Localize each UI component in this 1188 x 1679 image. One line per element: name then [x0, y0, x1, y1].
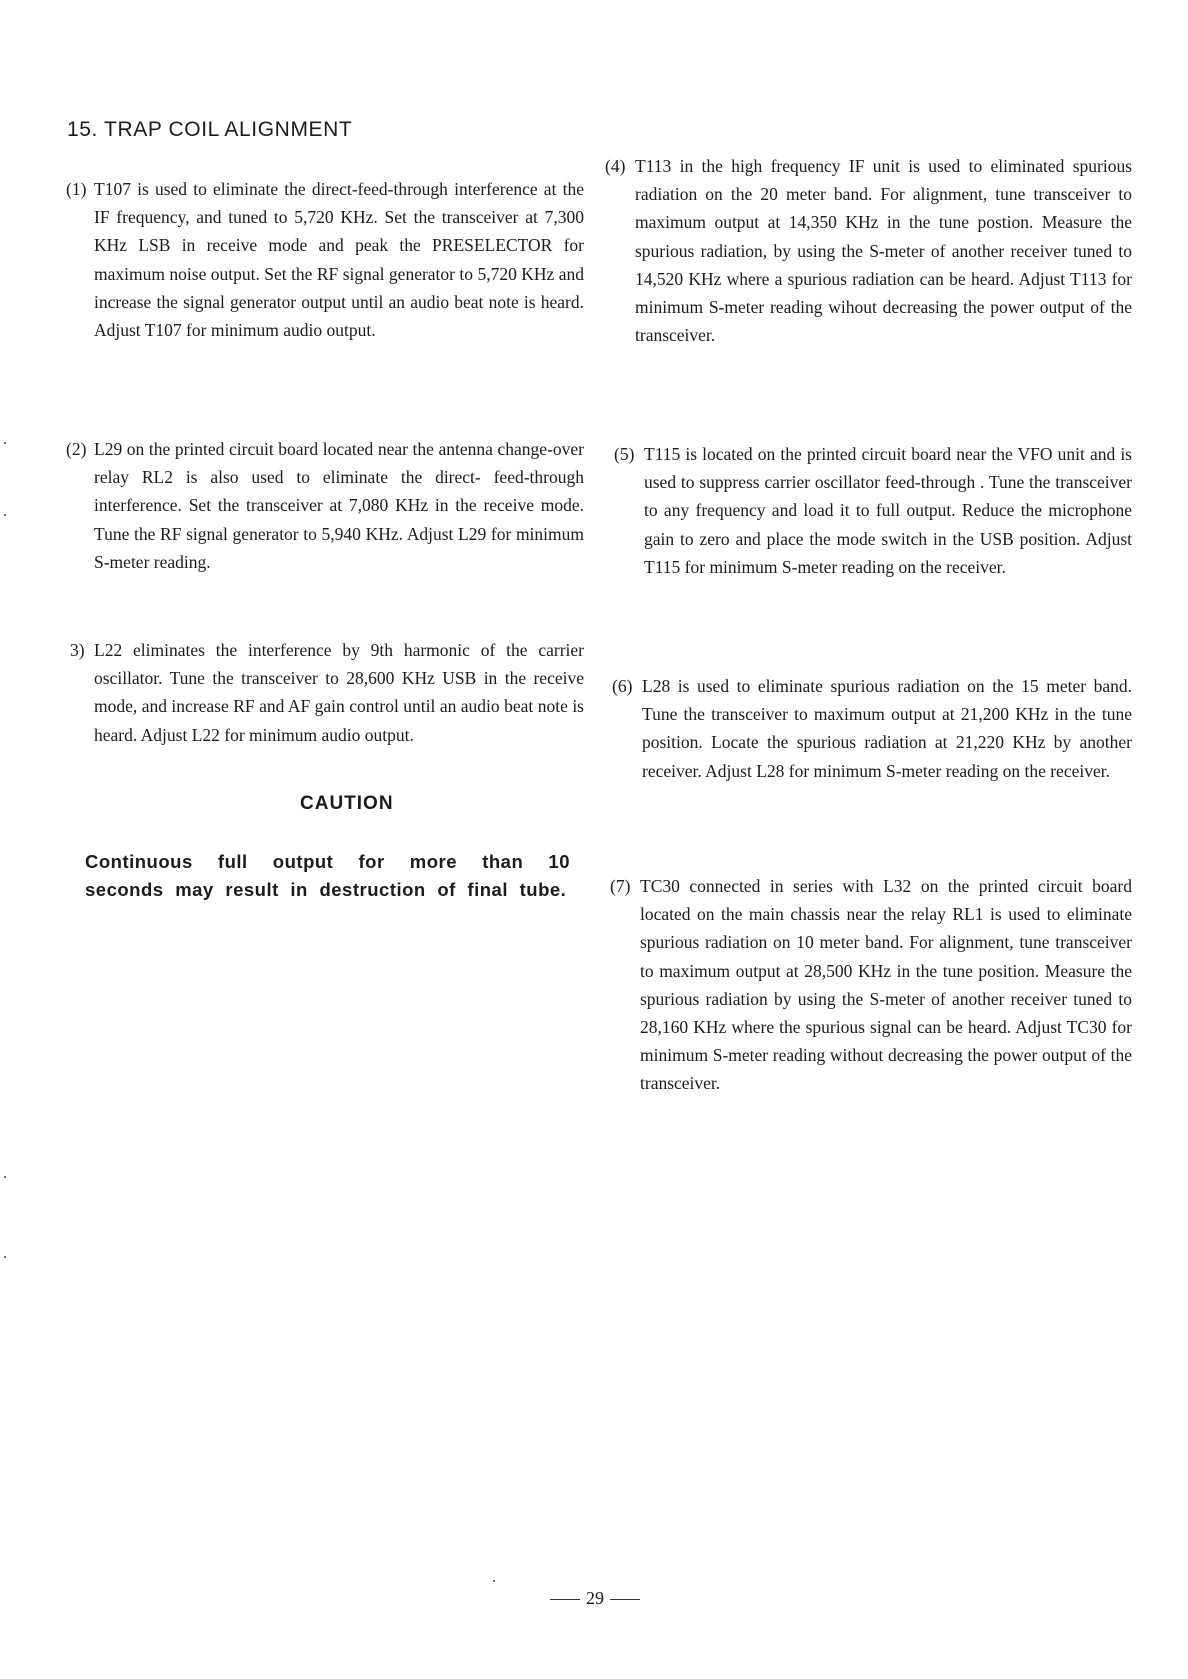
item-number: 3)	[70, 640, 85, 660]
item-number: (6)	[612, 676, 633, 696]
scan-speck	[4, 514, 6, 516]
item-text: T115 is located on the printed circuit board near the VFO unit and is used to suppress carrier oscillator feed-through . Tune the transceiver to any frequency and load it to full output. Reduce the microphone gain to zero and place the mode switch in the USB position. Adjust T115 for minimum S-meter reading on the receiver.	[644, 444, 1132, 577]
item-number: (5)	[614, 444, 635, 464]
scan-speck	[493, 1580, 495, 1582]
scan-speck	[4, 1176, 6, 1178]
item-number: (2)	[66, 439, 87, 459]
item-text: L22 eliminates the interference by 9th harmonic of the carrier oscillator. Tune the transceiver to 28,600 KHz USB in the receive mode, and increase RF and AF gain control until an audio beat note is heard. Adjust L22 for minimum audio output.	[94, 640, 584, 745]
page-number-value: 29	[586, 1588, 604, 1608]
caution-title: CAUTION	[300, 793, 394, 814]
item-text: L29 on the printed circuit board located near the antenna change-over relay RL2 is also used to eliminate the direct- feed-through interference. Set the transceiver at 7,080 KHz in the receive mode. Tune the RF signal generator to 5,940 KHz. Adjust L29 for minimum S-meter reading.	[94, 439, 584, 572]
item-text: T113 in the high frequency IF unit is used to eliminated spurious radiation on the 20 meter band. For alignment, tune transceiver to maximum output at 14,350 KHz in the tune postion. Measure the spurious radiation, by using the S-meter of another receiver tuned to 14,520 KHz where a spurious radiation can be heard. Adjust T113 for minimum S-meter reading wihout decreasing the power output of the transceiver.	[635, 156, 1132, 346]
page-number	[530, 1588, 660, 1609]
list-item	[614, 440, 1132, 581]
list-item	[66, 175, 584, 344]
item-number: (4)	[605, 156, 626, 176]
item-number: (7)	[610, 876, 631, 896]
section-title: 15. TRAP COIL ALIGNMENT	[67, 118, 353, 141]
list-item	[66, 636, 584, 749]
list-item	[612, 672, 1132, 785]
scan-speck	[4, 1256, 6, 1258]
list-item	[66, 435, 584, 576]
caution-text: Continuous full output for more than 10 seconds may result in destruction of final tube.	[85, 851, 570, 900]
item-text: TC30 connected in series with L32 on the printed circuit board located on the main chassis near the relay RL1 is used to eliminate spurious radiation on 10 meter band. For alignment, tune transceiver to maximum output at 28,500 KHz in the tune position. Measure the spurious radiation by using the S-meter of another receiver tuned to 28,160 KHz where the spurious signal can be heard. Adjust TC30 for minimum S-meter reading without decreasing the power output of the transceiver.	[640, 876, 1132, 1094]
page-number-dash-right	[610, 1599, 640, 1600]
list-item	[605, 152, 1132, 349]
page-number-dash-left	[550, 1599, 580, 1600]
item-number: (1)	[66, 179, 87, 199]
item-text: T107 is used to eliminate the direct-feed-through interference at the IF frequency, and tuned to 5,720 KHz. Set the transceiver at 7,300 KHz LSB in receive mode and peak the PRESELECTOR for maximum noise output. Set the RF signal generator to 5,720 KHz and increase the signal generator output until an audio beat note is heard. Adjust T107 for minimum audio output.	[94, 179, 584, 341]
list-item	[610, 872, 1132, 1098]
item-text: L28 is used to eliminate spurious radiation on the 15 meter band. Tune the transceiver to maximum output at 21,200 KHz in the tune position. Locate the spurious radiation at 21,220 KHz by another receiver. Adjust L28 for minimum S-meter reading on the receiver.	[642, 676, 1132, 781]
scan-speck	[4, 442, 6, 444]
